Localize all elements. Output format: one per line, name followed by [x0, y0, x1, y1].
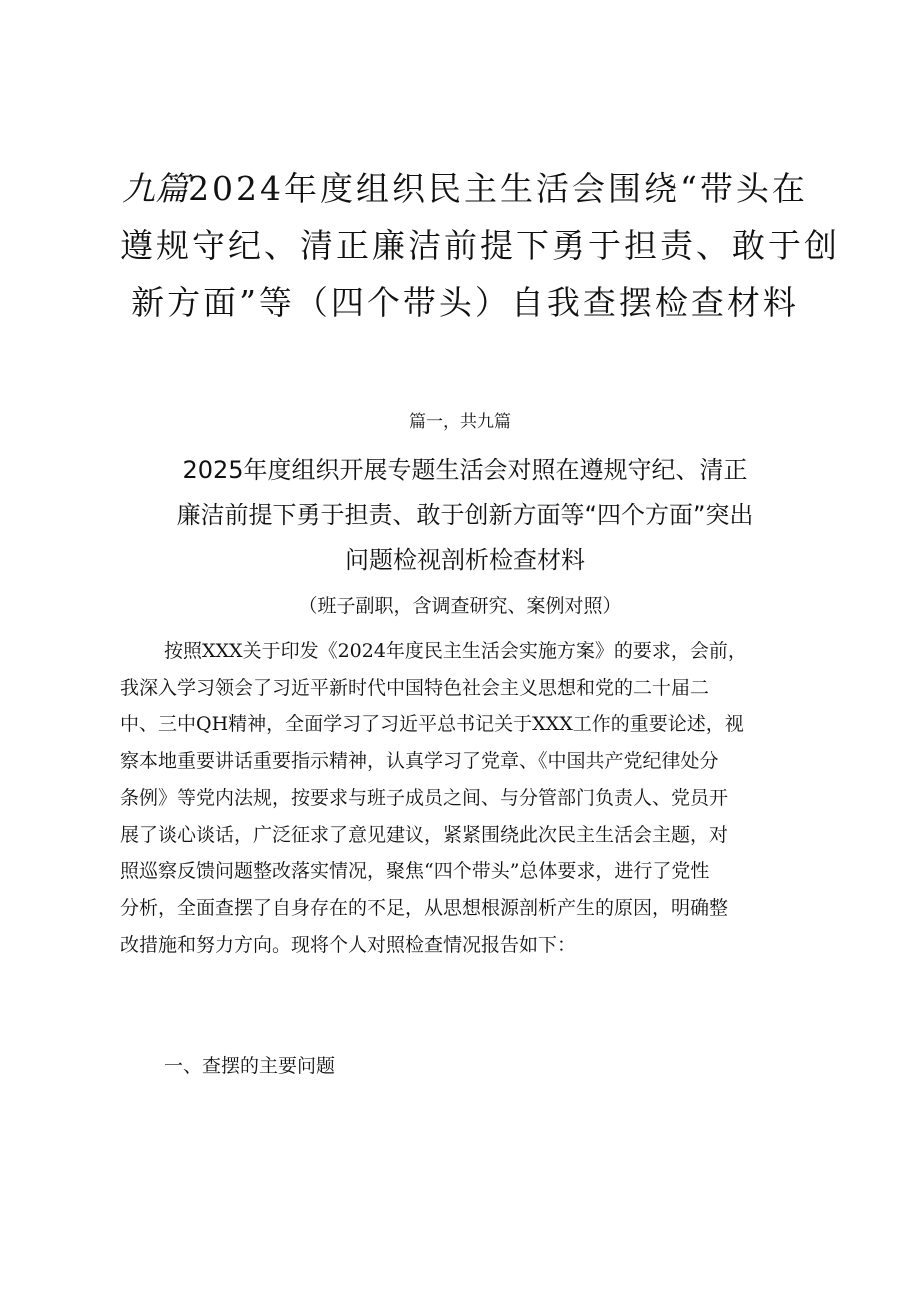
title-line-1-text: 2024年度组织民主生活会围绕“带头在	[188, 169, 808, 208]
subtitle-line-3: 问题检视剖析检查材料	[345, 546, 585, 574]
body-line-2: 我深入学习领会了习近平新时代中国特色社会主义思想和党的二十届二	[120, 676, 710, 699]
body-paragraph	[120, 633, 810, 963]
subtitle-line-2: 廉洁前提下勇于担责、敢于创新方面等“四个方面”突出	[176, 501, 754, 529]
body-line-3: 中、三中QH精神，全面学习了习近平总书记关于XXX工作的重要论述，视	[120, 713, 744, 736]
body-line-5: 条例》等党内法规，按要求与班子成员之间、与分管部门负责人、党员开	[120, 786, 729, 809]
body-line-8: 分析，全面查摆了自身存在的不足，从思想根源剖析产生的原因，明确整	[120, 896, 729, 919]
part-label: 篇一，共九篇	[409, 412, 511, 432]
section-heading: 一、查摆的主要问题	[164, 1055, 336, 1077]
subtitle	[140, 448, 790, 583]
body-line-9: 改措施和努力方向。现将个人对照检查情况报告如下：	[120, 933, 577, 956]
subtitle-note: （班子副职，含调查研究、案例对照）	[298, 595, 622, 617]
document-title	[120, 160, 840, 331]
subtitle-line-1: 2025年度组织开展专题生活会对照在遵规守纪、清正	[182, 456, 748, 484]
body-line-7: 照巡察反馈问题整改落实情况，聚焦“四个带头”总体要求，进行了党性	[120, 860, 710, 883]
title-line-3: 新方面”等（四个带头）自我查摆检查材料	[131, 283, 799, 322]
title-prefix: 九篇	[122, 169, 189, 208]
body-line-6: 展了谈心谈话，广泛征求了意见建议，紧紧围绕此次民主生活会主题，对	[120, 823, 729, 846]
body-line-4: 察本地重要讲话重要指示精神，认真学习了党章、《中国共产党纪律处分	[120, 750, 719, 773]
body-line-1: 按照XXX关于印发《2024年度民主生活会实施方案》的要求，会前，	[164, 640, 747, 662]
title-line-2: 遵规守纪、清正廉洁前提下勇于担责、敢于创	[120, 226, 840, 265]
title-line-1	[120, 160, 810, 217]
